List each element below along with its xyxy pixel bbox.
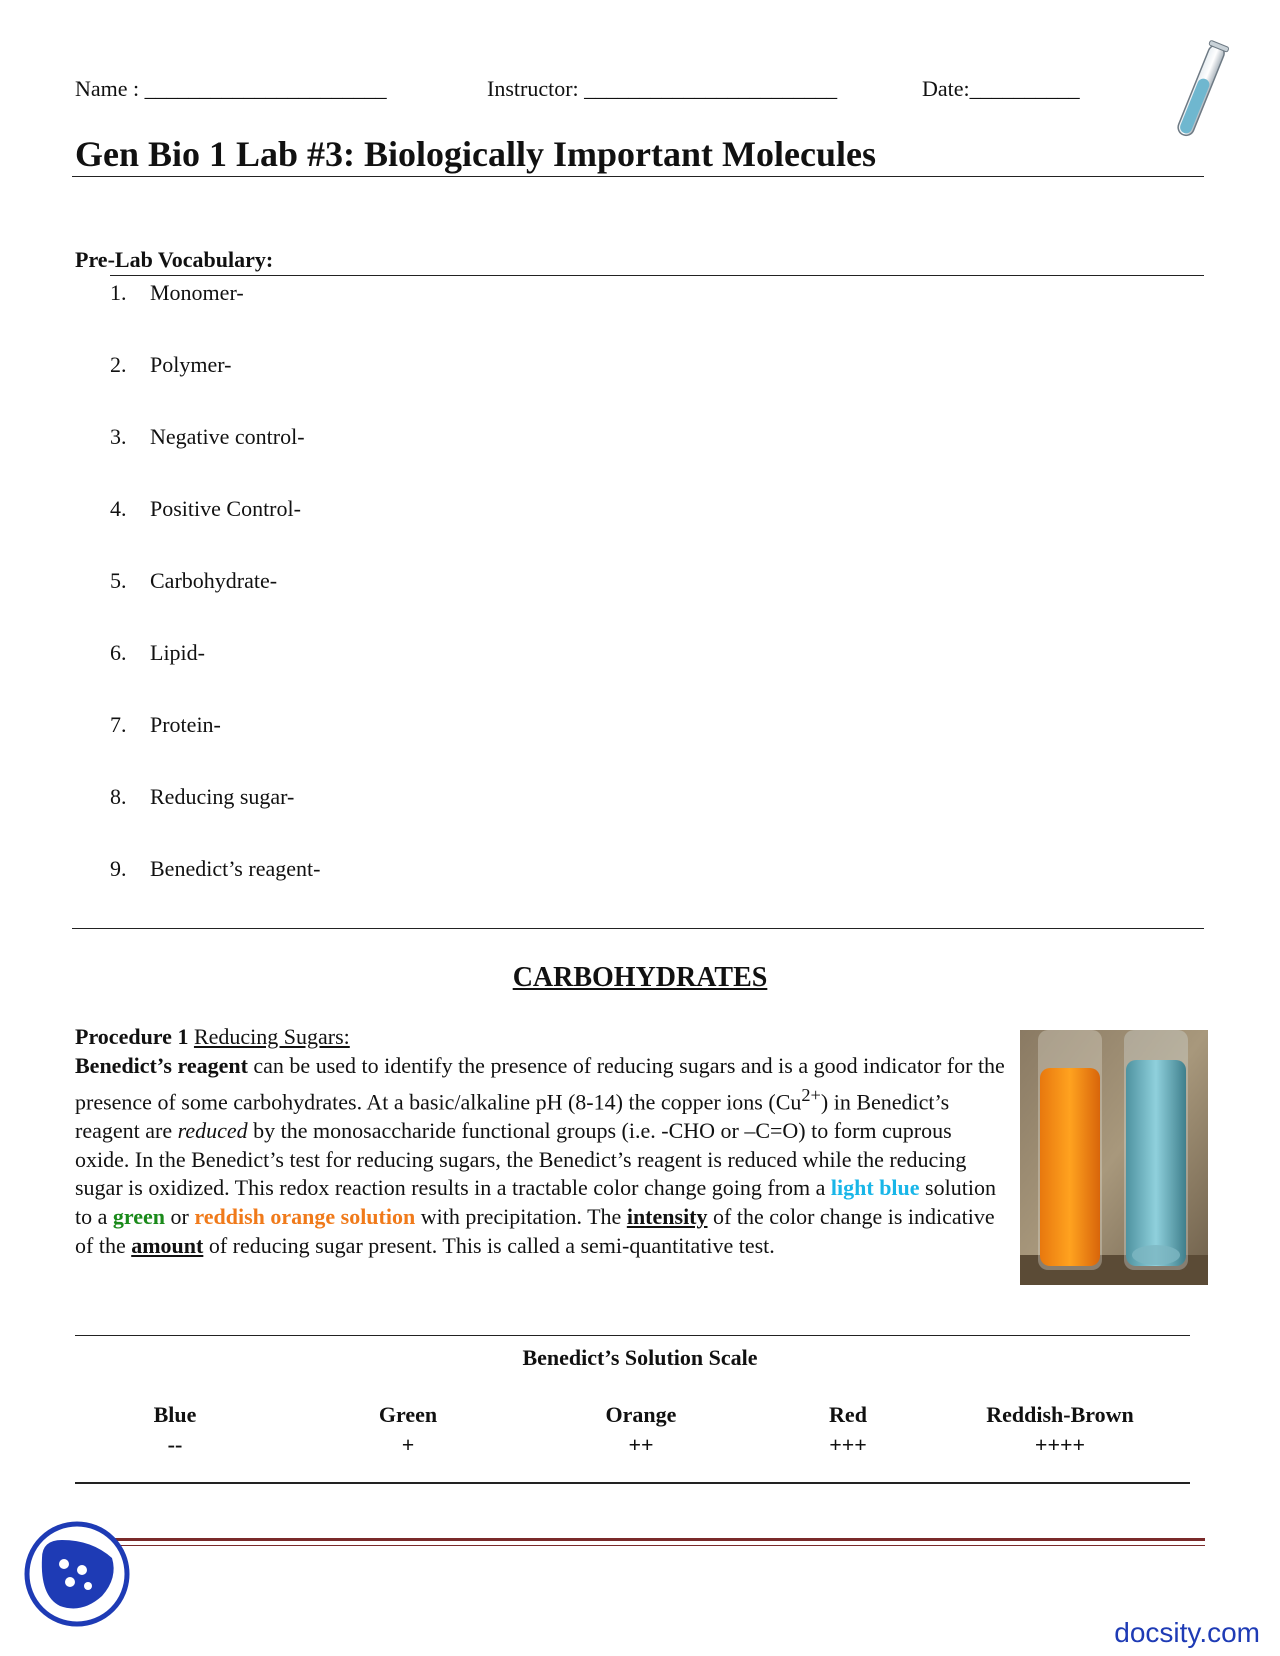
scale-color-label: Red bbox=[829, 1402, 867, 1427]
vocab-number: 8. bbox=[110, 784, 127, 809]
vocab-item-1 bbox=[110, 280, 244, 306]
vocab-term: Protein- bbox=[150, 712, 221, 737]
para-superscript: 2+ bbox=[801, 1084, 821, 1105]
scale-column-reddish-brown bbox=[950, 1400, 1170, 1460]
title-rule bbox=[72, 176, 1204, 177]
procedure-name: Reducing Sugars: bbox=[193, 1024, 350, 1049]
scale-color-label: Reddish-Brown bbox=[986, 1402, 1134, 1427]
para-text: ) in Benedict’s reagent are bbox=[75, 1088, 950, 1143]
vocab-term: Lipid- bbox=[150, 640, 205, 665]
vocab-term: Reducing sugar- bbox=[150, 784, 295, 809]
emphasis-intensity: intensity bbox=[626, 1204, 708, 1230]
vocab-item-3 bbox=[110, 424, 305, 450]
scale-symbol: + bbox=[401, 1432, 415, 1457]
scale-column-blue bbox=[65, 1400, 285, 1460]
vocab-item-2 bbox=[110, 352, 231, 378]
scale-column-red bbox=[738, 1400, 958, 1460]
benedicts-test-tubes-photo bbox=[1020, 1030, 1208, 1285]
page-title: Gen Bio 1 Lab #3: Biologically Important Molecules bbox=[75, 134, 876, 174]
vocab-number: 9. bbox=[110, 856, 127, 881]
vocab-item-6 bbox=[110, 640, 205, 666]
highlight-light-blue: light blue bbox=[830, 1175, 920, 1201]
vocab-term: Negative control- bbox=[150, 424, 305, 449]
para-text: solution to a bbox=[75, 1175, 996, 1230]
scale-title: Benedict’s Solution Scale bbox=[522, 1345, 758, 1370]
para-text: of the color change is indicative of the bbox=[75, 1204, 995, 1258]
footer-rule-thick bbox=[75, 1538, 1205, 1541]
scale-color-label: Blue bbox=[153, 1402, 197, 1427]
vocab-number: 2. bbox=[110, 352, 127, 377]
highlight-orange: reddish orange solution bbox=[194, 1204, 416, 1230]
vocab-number: 7. bbox=[110, 712, 127, 737]
vocab-term: Carbohydrate- bbox=[150, 568, 278, 593]
para-text: of reducing sugar present. This is called a semi-quantitative test. bbox=[203, 1232, 775, 1258]
carbohydrates-heading: CARBOHYDRATES bbox=[512, 962, 768, 993]
date-field-label: Date:__________ bbox=[922, 76, 1080, 101]
vocab-item-5 bbox=[110, 568, 277, 594]
vocab-item-9 bbox=[110, 856, 320, 882]
vocab-item-8 bbox=[110, 784, 294, 810]
name-field-label: Name : ______________________ bbox=[75, 76, 387, 101]
term-benedicts-reagent: Benedict’s reagent bbox=[75, 1052, 248, 1078]
scale-column-orange bbox=[531, 1400, 751, 1460]
highlight-green: green bbox=[112, 1204, 166, 1230]
scale-top-rule bbox=[75, 1335, 1190, 1336]
scale-symbol: ++ bbox=[628, 1432, 654, 1457]
vocab-number: 1. bbox=[110, 280, 127, 305]
docsity-logo-icon bbox=[22, 1518, 132, 1630]
docsity-brand-link[interactable]: docsity.com bbox=[1114, 1617, 1260, 1648]
para-text: can be used to identify the presence of reducing sugars and is a good indicator for the presence of some carbohydrates. At a basic/alkaline pH (8-14) the copper ions (Cu bbox=[75, 1052, 1005, 1114]
scale-column-green bbox=[298, 1400, 518, 1460]
vocab-item-7 bbox=[110, 712, 221, 738]
emphasis-amount: amount bbox=[131, 1232, 204, 1258]
prelab-rule bbox=[110, 275, 1204, 276]
vocab-number: 3. bbox=[110, 424, 127, 449]
section-divider bbox=[72, 928, 1204, 929]
scale-color-label: Green bbox=[378, 1402, 438, 1427]
vocab-term: Polymer- bbox=[150, 352, 232, 377]
vocab-number: 6. bbox=[110, 640, 127, 665]
procedure-block bbox=[75, 1023, 1005, 1261]
vocab-term: Monomer- bbox=[150, 280, 244, 305]
scale-symbol: -- bbox=[167, 1432, 183, 1457]
scale-color-label: Orange bbox=[605, 1402, 677, 1427]
vocab-term: Benedict’s reagent- bbox=[150, 856, 321, 881]
procedure-heading bbox=[75, 1023, 1005, 1052]
test-tube-icon bbox=[1160, 38, 1240, 148]
scale-symbol: +++ bbox=[829, 1432, 867, 1457]
instructor-field-label: Instructor: _______________________ bbox=[487, 76, 838, 101]
vocab-term: Positive Control- bbox=[150, 496, 301, 521]
vocab-number: 4. bbox=[110, 496, 127, 521]
procedure-paragraph bbox=[75, 1052, 1005, 1261]
procedure-label: Procedure 1 bbox=[75, 1024, 189, 1049]
para-text: by the monosaccharide functional groups (i.e. -CHO or –C=O) to form cuprous oxide. In the Benedict’s test for reducing sugars, the Benedict’s reagent is reduced while the reducing sugar is oxidized. This redox reaction results in a tractable color change going from a bbox=[75, 1117, 967, 1201]
para-text: with precipitation. The bbox=[415, 1204, 627, 1230]
vocab-number: 5. bbox=[110, 568, 127, 593]
scale-bottom-rule bbox=[75, 1482, 1190, 1484]
scale-symbol: ++++ bbox=[1034, 1432, 1086, 1457]
footer-rule-thin bbox=[75, 1545, 1205, 1546]
para-text: or bbox=[165, 1204, 195, 1230]
prelab-heading: Pre-Lab Vocabulary: bbox=[75, 247, 274, 272]
para-italic-reduced: reduced bbox=[177, 1117, 248, 1143]
vocab-item-4 bbox=[110, 496, 301, 522]
